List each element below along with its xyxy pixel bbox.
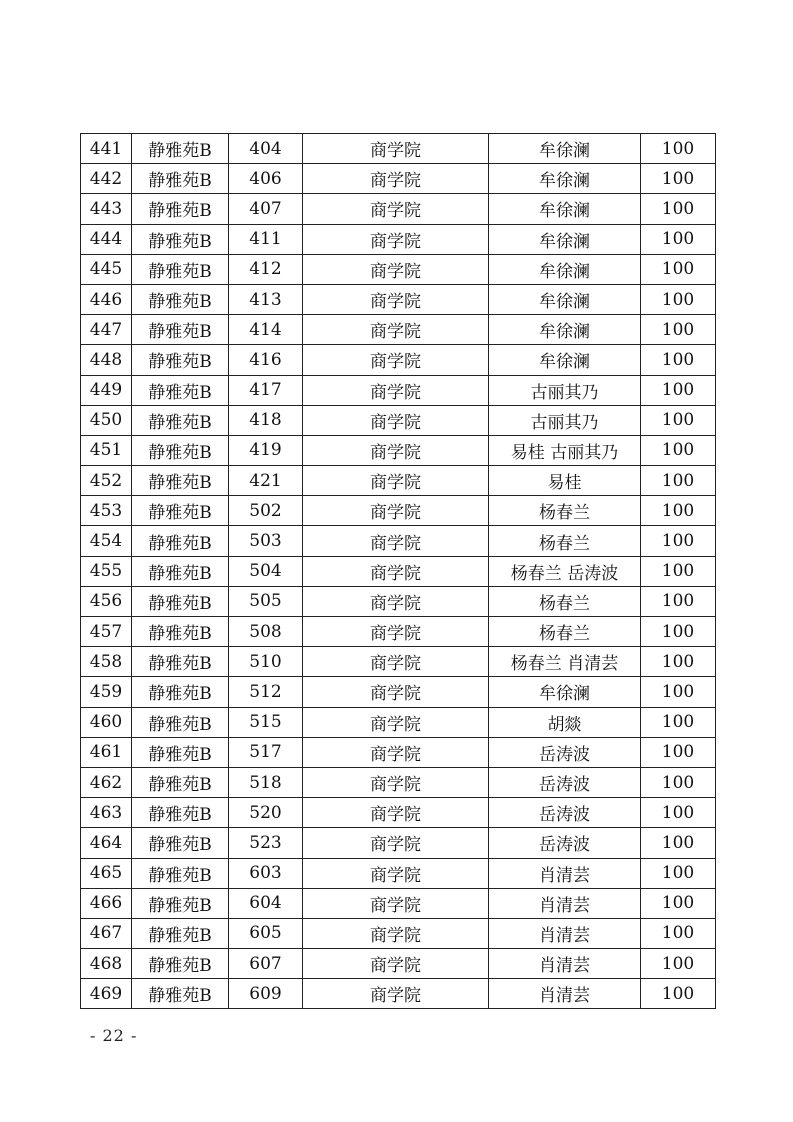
table-row xyxy=(81,617,716,647)
score-cell: 100 xyxy=(641,828,716,858)
table-row xyxy=(81,466,716,496)
table-row xyxy=(81,405,716,435)
row-index-cell: 463 xyxy=(81,798,132,828)
score-cell: 100 xyxy=(641,647,716,677)
room-number-cell: 520 xyxy=(229,798,303,828)
college-name-cell: 商学院 xyxy=(303,586,489,616)
score-cell: 100 xyxy=(641,798,716,828)
room-number-cell: 503 xyxy=(229,526,303,556)
building-name-cell: 静雅苑B xyxy=(132,707,229,737)
college-name-cell: 商学院 xyxy=(303,435,489,465)
row-index-cell: 453 xyxy=(81,496,132,526)
inspector-name-cell: 胡燚 xyxy=(489,707,641,737)
college-name-cell: 商学院 xyxy=(303,828,489,858)
building-name-cell: 静雅苑B xyxy=(132,979,229,1009)
table-row xyxy=(81,164,716,194)
building-name-cell: 静雅苑B xyxy=(132,949,229,979)
building-name-cell: 静雅苑B xyxy=(132,647,229,677)
building-name-cell: 静雅苑B xyxy=(132,677,229,707)
college-name-cell: 商学院 xyxy=(303,647,489,677)
room-number-cell: 414 xyxy=(229,315,303,345)
building-name-cell: 静雅苑B xyxy=(132,828,229,858)
college-name-cell: 商学院 xyxy=(303,375,489,405)
score-cell: 100 xyxy=(641,677,716,707)
building-name-cell: 静雅苑B xyxy=(132,284,229,314)
row-index-cell: 452 xyxy=(81,466,132,496)
score-cell: 100 xyxy=(641,979,716,1009)
table-row xyxy=(81,375,716,405)
building-name-cell: 静雅苑B xyxy=(132,586,229,616)
room-number-cell: 502 xyxy=(229,496,303,526)
college-name-cell: 商学院 xyxy=(303,918,489,948)
college-name-cell: 商学院 xyxy=(303,345,489,375)
building-name-cell: 静雅苑B xyxy=(132,918,229,948)
room-number-cell: 417 xyxy=(229,375,303,405)
room-number-cell: 515 xyxy=(229,707,303,737)
inspector-name-cell: 牟徐澜 xyxy=(489,224,641,254)
table-row xyxy=(81,737,716,767)
room-number-cell: 605 xyxy=(229,918,303,948)
building-name-cell: 静雅苑B xyxy=(132,737,229,767)
inspector-name-cell: 牟徐澜 xyxy=(489,677,641,707)
score-cell: 100 xyxy=(641,949,716,979)
room-number-cell: 412 xyxy=(229,254,303,284)
row-index-cell: 466 xyxy=(81,888,132,918)
building-name-cell: 静雅苑B xyxy=(132,617,229,647)
row-index-cell: 465 xyxy=(81,858,132,888)
room-number-cell: 419 xyxy=(229,435,303,465)
room-number-cell: 404 xyxy=(229,134,303,164)
score-cell: 100 xyxy=(641,134,716,164)
table-row xyxy=(81,677,716,707)
inspector-name-cell: 岳涛波 xyxy=(489,767,641,797)
score-cell: 100 xyxy=(641,918,716,948)
inspector-name-cell: 古丽其乃 xyxy=(489,375,641,405)
room-number-cell: 508 xyxy=(229,617,303,647)
inspector-name-cell: 杨春兰 xyxy=(489,586,641,616)
building-name-cell: 静雅苑B xyxy=(132,405,229,435)
table-row xyxy=(81,284,716,314)
room-number-cell: 418 xyxy=(229,405,303,435)
building-name-cell: 静雅苑B xyxy=(132,224,229,254)
inspector-name-cell: 易桂 xyxy=(489,466,641,496)
building-name-cell: 静雅苑B xyxy=(132,767,229,797)
college-name-cell: 商学院 xyxy=(303,858,489,888)
room-number-cell: 512 xyxy=(229,677,303,707)
score-cell: 100 xyxy=(641,224,716,254)
room-number-cell: 407 xyxy=(229,194,303,224)
row-index-cell: 444 xyxy=(81,224,132,254)
college-name-cell: 商学院 xyxy=(303,526,489,556)
college-name-cell: 商学院 xyxy=(303,164,489,194)
row-index-cell: 454 xyxy=(81,526,132,556)
inspector-name-cell: 肖清芸 xyxy=(489,979,641,1009)
room-number-cell: 504 xyxy=(229,556,303,586)
score-cell: 100 xyxy=(641,767,716,797)
college-name-cell: 商学院 xyxy=(303,617,489,647)
table-row xyxy=(81,979,716,1009)
row-index-cell: 446 xyxy=(81,284,132,314)
college-name-cell: 商学院 xyxy=(303,677,489,707)
score-cell: 100 xyxy=(641,556,716,586)
table-row xyxy=(81,435,716,465)
table-row xyxy=(81,858,716,888)
room-number-cell: 421 xyxy=(229,466,303,496)
score-cell: 100 xyxy=(641,375,716,405)
table-row xyxy=(81,345,716,375)
room-number-cell: 604 xyxy=(229,888,303,918)
score-cell: 100 xyxy=(641,435,716,465)
score-cell: 100 xyxy=(641,707,716,737)
room-number-cell: 518 xyxy=(229,767,303,797)
college-name-cell: 商学院 xyxy=(303,979,489,1009)
inspector-name-cell: 古丽其乃 xyxy=(489,405,641,435)
room-number-cell: 411 xyxy=(229,224,303,254)
room-number-cell: 510 xyxy=(229,647,303,677)
college-name-cell: 商学院 xyxy=(303,888,489,918)
inspector-name-cell: 肖清芸 xyxy=(489,858,641,888)
row-index-cell: 445 xyxy=(81,254,132,284)
room-number-cell: 609 xyxy=(229,979,303,1009)
inspector-name-cell: 肖清芸 xyxy=(489,949,641,979)
row-index-cell: 460 xyxy=(81,707,132,737)
college-name-cell: 商学院 xyxy=(303,737,489,767)
building-name-cell: 静雅苑B xyxy=(132,435,229,465)
inspector-name-cell: 牟徐澜 xyxy=(489,194,641,224)
building-name-cell: 静雅苑B xyxy=(132,556,229,586)
row-index-cell: 455 xyxy=(81,556,132,586)
inspector-name-cell: 肖清芸 xyxy=(489,888,641,918)
score-cell: 100 xyxy=(641,345,716,375)
building-name-cell: 静雅苑B xyxy=(132,888,229,918)
table-row xyxy=(81,888,716,918)
row-index-cell: 464 xyxy=(81,828,132,858)
building-name-cell: 静雅苑B xyxy=(132,345,229,375)
room-number-cell: 416 xyxy=(229,345,303,375)
row-index-cell: 469 xyxy=(81,979,132,1009)
table-row xyxy=(81,134,716,164)
score-cell: 100 xyxy=(641,284,716,314)
inspector-name-cell: 杨春兰 肖清芸 xyxy=(489,647,641,677)
inspector-name-cell: 杨春兰 xyxy=(489,526,641,556)
building-name-cell: 静雅苑B xyxy=(132,496,229,526)
score-cell: 100 xyxy=(641,496,716,526)
table-row xyxy=(81,918,716,948)
college-name-cell: 商学院 xyxy=(303,405,489,435)
row-index-cell: 442 xyxy=(81,164,132,194)
inspector-name-cell: 牟徐澜 xyxy=(489,345,641,375)
college-name-cell: 商学院 xyxy=(303,949,489,979)
inspector-name-cell: 牟徐澜 xyxy=(489,315,641,345)
inspector-name-cell: 牟徐澜 xyxy=(489,284,641,314)
room-number-cell: 607 xyxy=(229,949,303,979)
inspector-name-cell: 杨春兰 岳涛波 xyxy=(489,556,641,586)
inspector-name-cell: 牟徐澜 xyxy=(489,254,641,284)
room-number-cell: 517 xyxy=(229,737,303,767)
table-row xyxy=(81,647,716,677)
dormitory-score-table xyxy=(80,133,716,1009)
building-name-cell: 静雅苑B xyxy=(132,254,229,284)
row-index-cell: 448 xyxy=(81,345,132,375)
building-name-cell: 静雅苑B xyxy=(132,194,229,224)
table-row xyxy=(81,586,716,616)
table-row xyxy=(81,707,716,737)
score-cell: 100 xyxy=(641,586,716,616)
building-name-cell: 静雅苑B xyxy=(132,858,229,888)
score-cell: 100 xyxy=(641,526,716,556)
building-name-cell: 静雅苑B xyxy=(132,164,229,194)
score-cell: 100 xyxy=(641,617,716,647)
table-row xyxy=(81,526,716,556)
building-name-cell: 静雅苑B xyxy=(132,375,229,405)
score-cell: 100 xyxy=(641,194,716,224)
inspector-name-cell: 肖清芸 xyxy=(489,918,641,948)
inspector-name-cell: 易桂 古丽其乃 xyxy=(489,435,641,465)
table-row xyxy=(81,496,716,526)
row-index-cell: 461 xyxy=(81,737,132,767)
score-cell: 100 xyxy=(641,737,716,767)
room-number-cell: 406 xyxy=(229,164,303,194)
row-index-cell: 456 xyxy=(81,586,132,616)
inspector-name-cell: 岳涛波 xyxy=(489,798,641,828)
row-index-cell: 462 xyxy=(81,767,132,797)
inspector-name-cell: 牟徐澜 xyxy=(489,164,641,194)
room-number-cell: 413 xyxy=(229,284,303,314)
row-index-cell: 467 xyxy=(81,918,132,948)
row-index-cell: 441 xyxy=(81,134,132,164)
row-index-cell: 468 xyxy=(81,949,132,979)
table-row xyxy=(81,798,716,828)
page-number: - 22 - xyxy=(90,1026,138,1045)
college-name-cell: 商学院 xyxy=(303,254,489,284)
building-name-cell: 静雅苑B xyxy=(132,798,229,828)
inspector-name-cell: 杨春兰 xyxy=(489,496,641,526)
building-name-cell: 静雅苑B xyxy=(132,466,229,496)
college-name-cell: 商学院 xyxy=(303,284,489,314)
row-index-cell: 459 xyxy=(81,677,132,707)
college-name-cell: 商学院 xyxy=(303,798,489,828)
building-name-cell: 静雅苑B xyxy=(132,134,229,164)
table-row xyxy=(81,315,716,345)
inspector-name-cell: 杨春兰 xyxy=(489,617,641,647)
college-name-cell: 商学院 xyxy=(303,224,489,254)
building-name-cell: 静雅苑B xyxy=(132,315,229,345)
score-cell: 100 xyxy=(641,466,716,496)
score-cell: 100 xyxy=(641,888,716,918)
college-name-cell: 商学院 xyxy=(303,194,489,224)
inspector-name-cell: 牟徐澜 xyxy=(489,134,641,164)
inspector-name-cell: 岳涛波 xyxy=(489,737,641,767)
college-name-cell: 商学院 xyxy=(303,707,489,737)
score-cell: 100 xyxy=(641,858,716,888)
row-index-cell: 443 xyxy=(81,194,132,224)
row-index-cell: 450 xyxy=(81,405,132,435)
row-index-cell: 458 xyxy=(81,647,132,677)
score-cell: 100 xyxy=(641,254,716,284)
college-name-cell: 商学院 xyxy=(303,466,489,496)
row-index-cell: 449 xyxy=(81,375,132,405)
college-name-cell: 商学院 xyxy=(303,134,489,164)
college-name-cell: 商学院 xyxy=(303,496,489,526)
table-row xyxy=(81,949,716,979)
score-cell: 100 xyxy=(641,405,716,435)
table-row xyxy=(81,254,716,284)
room-number-cell: 603 xyxy=(229,858,303,888)
table-row xyxy=(81,194,716,224)
building-name-cell: 静雅苑B xyxy=(132,526,229,556)
table-row xyxy=(81,767,716,797)
score-cell: 100 xyxy=(641,164,716,194)
table-row xyxy=(81,828,716,858)
table-row xyxy=(81,224,716,254)
row-index-cell: 457 xyxy=(81,617,132,647)
room-number-cell: 505 xyxy=(229,586,303,616)
row-index-cell: 451 xyxy=(81,435,132,465)
row-index-cell: 447 xyxy=(81,315,132,345)
college-name-cell: 商学院 xyxy=(303,315,489,345)
table-row xyxy=(81,556,716,586)
room-number-cell: 523 xyxy=(229,828,303,858)
college-name-cell: 商学院 xyxy=(303,556,489,586)
college-name-cell: 商学院 xyxy=(303,767,489,797)
inspector-name-cell: 岳涛波 xyxy=(489,828,641,858)
table-body xyxy=(81,134,716,1009)
score-cell: 100 xyxy=(641,315,716,345)
